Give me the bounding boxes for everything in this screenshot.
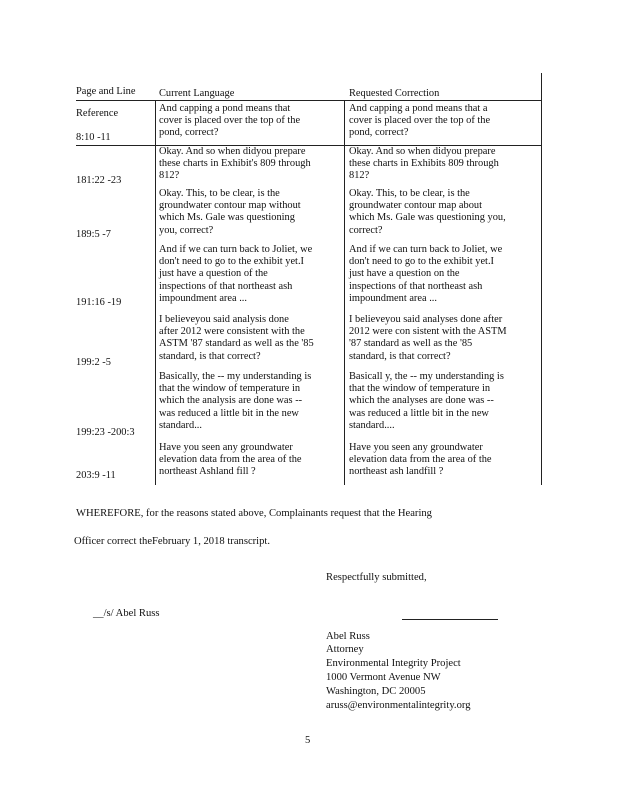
organization: Environmental Integrity Project: [326, 658, 461, 669]
row-1-current: And capping a pond means that cover is placed over the top of the pond, correct?: [159, 103, 301, 139]
signature: __/s/ Abel Russ: [93, 608, 160, 619]
row-5-current: I believeyou said analysis done after 2012 were consistent with the ASTM '87 standard as well as the '85 standard, is that correct?: [159, 314, 314, 362]
row-7-reference: 203:9 -11: [76, 470, 116, 481]
row-7-requested: Have you seen any groundwater elevation data from the area of the northeast ash landfill ?: [349, 442, 492, 478]
closing-respectfully-submitted: Respectfully submitted,: [326, 572, 427, 583]
attorney-name: Abel Russ: [326, 631, 370, 642]
column-divider-2: [344, 100, 345, 485]
column-divider-1: [155, 100, 156, 485]
header-reference-line1: Page and Line: [76, 86, 136, 97]
header-rule: [76, 100, 542, 101]
signature-line: [402, 619, 498, 620]
row-3-reference: 189:5 -7: [76, 229, 111, 240]
street-address: 1000 Vermont Avenue NW: [326, 672, 441, 683]
column-divider-3: [541, 73, 542, 485]
row-7-current: Have you seen any groundwater elevation data from the area of the northeast Ashland fill ?: [159, 442, 302, 478]
row-4-current: And if we can turn back to Joliet, we don't need to go to the exhibit yet.I just have a question of the inspections of that northeast ash impoundment area ...: [159, 244, 313, 304]
header-requested-correction: Requested Correction: [349, 88, 440, 99]
row-4-reference: 191:16 -19: [76, 297, 122, 308]
row-6-current: Basically, the -- my understanding is that the window of temperature in which the analysis are done was -- was reduced a little bit in the new standard...: [159, 371, 312, 431]
row-5-reference: 199:2 -5: [76, 357, 111, 368]
wherefore-line-2: Officer correct theFebruary 1, 2018 transcript.: [74, 536, 271, 547]
city-address: Washington, DC 20005: [326, 686, 426, 697]
row-1-requested: And capping a pond means that a cover is placed over the top of the pond, correct?: [349, 103, 491, 139]
row-6-reference: 199:23 -200:3: [76, 427, 135, 438]
row-5-requested: I believeyou said analyses done after 2012 were con sistent with the ASTM '87 standard as well as the '85 standard, is that correct?: [349, 314, 507, 362]
corrections-table: [76, 73, 542, 485]
row-3-requested: Okay. This, to be clear, is the groundwater contour map about which Ms. Gale was questioning you, correct?: [349, 188, 506, 236]
row-2-requested: Okay. And so when didyou prepare these charts in Exhibits 809 through 812?: [349, 146, 499, 182]
wherefore-line-1: WHEREFORE, for the reasons stated above, Complainants request that the Hearing: [76, 508, 432, 519]
row-1-reference: 8:10 -11: [76, 132, 111, 143]
page-number: 5: [305, 735, 311, 746]
header-reference-line2: Reference: [76, 108, 119, 119]
row-6-requested: Basicall y, the -- my understanding is that the window of temperature in which the analyses are done was -- was reduced a little bit in the new standard....: [349, 371, 504, 431]
email-address: aruss@environmentalintegrity.org: [326, 700, 471, 711]
header-reference: [76, 75, 135, 130]
row-4-requested: And if we can turn back to Joliet, we don't need to go to the exhibit yet.I just have a question on the inspections of that northeast ash impoundment area ...: [349, 244, 503, 304]
row-2-current: Okay. And so when didyou prepare these charts in Exhibit's 809 through 812?: [159, 146, 311, 182]
row-2-reference: 181:22 -23: [76, 175, 122, 186]
row-3-current: Okay. This, to be clear, is the groundwater contour map without which Ms. Gale was questioning you, correct?: [159, 188, 301, 236]
header-current-language: Current Language: [159, 88, 235, 99]
attorney-title: Attorney: [326, 644, 364, 655]
